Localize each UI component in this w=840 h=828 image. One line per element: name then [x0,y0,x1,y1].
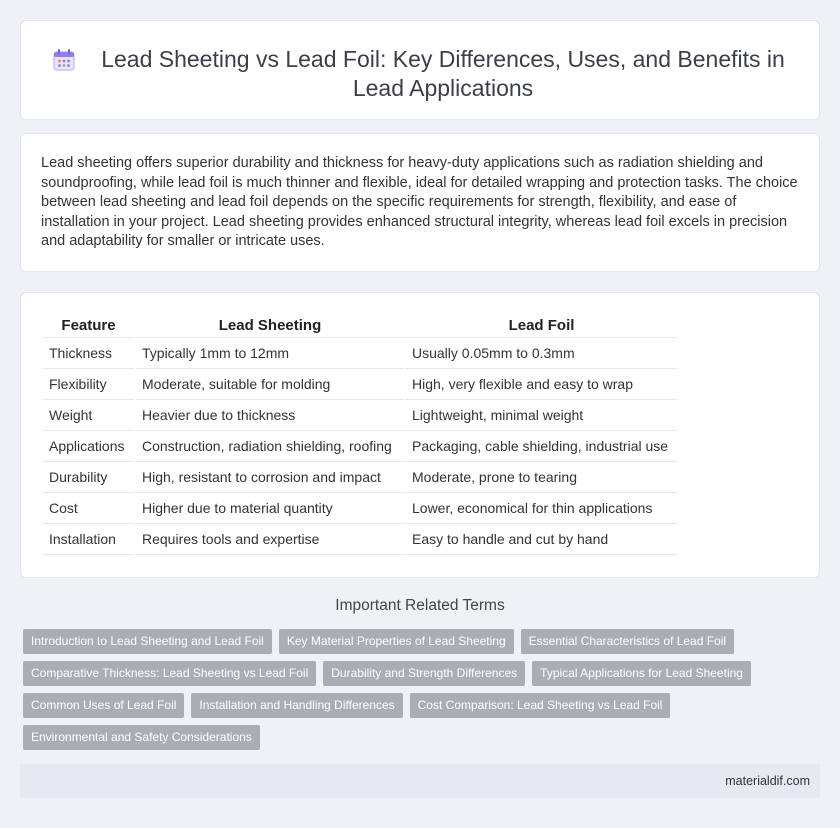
lead-sheeting-cell: Higher due to material quantity [135,492,405,523]
lead-foil-cell: High, very flexible and easy to wrap [405,368,677,399]
lead-foil-cell: Moderate, prone to tearing [405,461,677,492]
related-terms-title: Important Related Terms [335,597,505,614]
lead-foil-cell: Lightweight, minimal weight [405,399,677,430]
lead-foil-cell: Usually 0.05mm to 0.3mm [405,337,677,368]
related-term-tag[interactable]: Durability and Strength Differences [323,661,525,686]
footer-site-name: materialdif.com [725,774,810,788]
feature-cell: Installation [43,523,135,554]
table-header-row [43,315,677,337]
related-term-tag[interactable]: Key Material Properties of Lead Sheeting [279,629,514,654]
page-title: Lead Sheeting vs Lead Foil: Key Differences, Uses, and Benefits in Lead Applications [101,46,785,101]
table-row [43,523,677,554]
lead-foil-cell: Easy to handle and cut by hand [405,523,677,554]
comparison-table-card [20,292,820,578]
related-term-tag[interactable]: Typical Applications for Lead Sheeting [532,661,751,686]
column-header-feature: Feature [43,315,135,337]
calendar-icon [51,47,77,73]
intro-card [20,133,820,272]
related-term-tag[interactable]: Essential Characteristics of Lead Foil [521,629,734,654]
related-term-tag[interactable]: Introduction to Lead Sheeting and Lead Foil [23,629,272,654]
column-header-lead-foil: Lead Foil [405,315,677,337]
table-row [43,399,677,430]
table-row [43,368,677,399]
feature-cell: Cost [43,492,135,523]
lead-sheeting-cell: Requires tools and expertise [135,523,405,554]
lead-sheeting-cell: Construction, radiation shielding, roofing [135,430,405,461]
related-term-tag[interactable]: Comparative Thickness: Lead Sheeting vs Lead Foil [23,661,316,686]
feature-cell: Weight [43,399,135,430]
feature-cell: Thickness [43,337,135,368]
feature-cell: Applications [43,430,135,461]
table-row [43,337,677,368]
table-row [43,430,677,461]
related-term-tag[interactable]: Common Uses of Lead Foil [23,693,184,718]
lead-sheeting-cell: Typically 1mm to 12mm [135,337,405,368]
header-card [20,20,820,120]
related-term-tag[interactable]: Cost Comparison: Lead Sheeting vs Lead Foil [410,693,671,718]
lead-sheeting-cell: Heavier due to thickness [135,399,405,430]
related-term-tag[interactable]: Installation and Handling Differences [191,693,402,718]
table-row [43,492,677,523]
footer [20,764,820,798]
related-term-tag[interactable]: Environmental and Safety Considerations [23,725,260,750]
table-row [43,461,677,492]
related-terms-list [23,629,813,757]
lead-sheeting-cell: High, resistant to corrosion and impact [135,461,405,492]
lead-foil-cell: Lower, economical for thin applications [405,492,677,523]
column-header-lead-sheeting: Lead Sheeting [135,315,405,337]
comparison-table [43,315,677,555]
lead-foil-cell: Packaging, cable shielding, industrial use [405,430,677,461]
feature-cell: Durability [43,461,135,492]
intro-paragraph: Lead sheeting offers superior durability and thickness for heavy-duty applications such as radiation shielding and soundproofing, while lead foil is much thinner and flexible, ideal for detailed wrapping and protection tasks. The choice between lead sheeting and lead foil depends on the specific requirements for strength, flexibility, and ease of installation in your project. Lead sheeting provides enhanced structural integrity, whereas lead foil excels in precision and adaptability for smaller or intricate uses. [41,155,798,249]
feature-cell: Flexibility [43,368,135,399]
lead-sheeting-cell: Moderate, suitable for molding [135,368,405,399]
